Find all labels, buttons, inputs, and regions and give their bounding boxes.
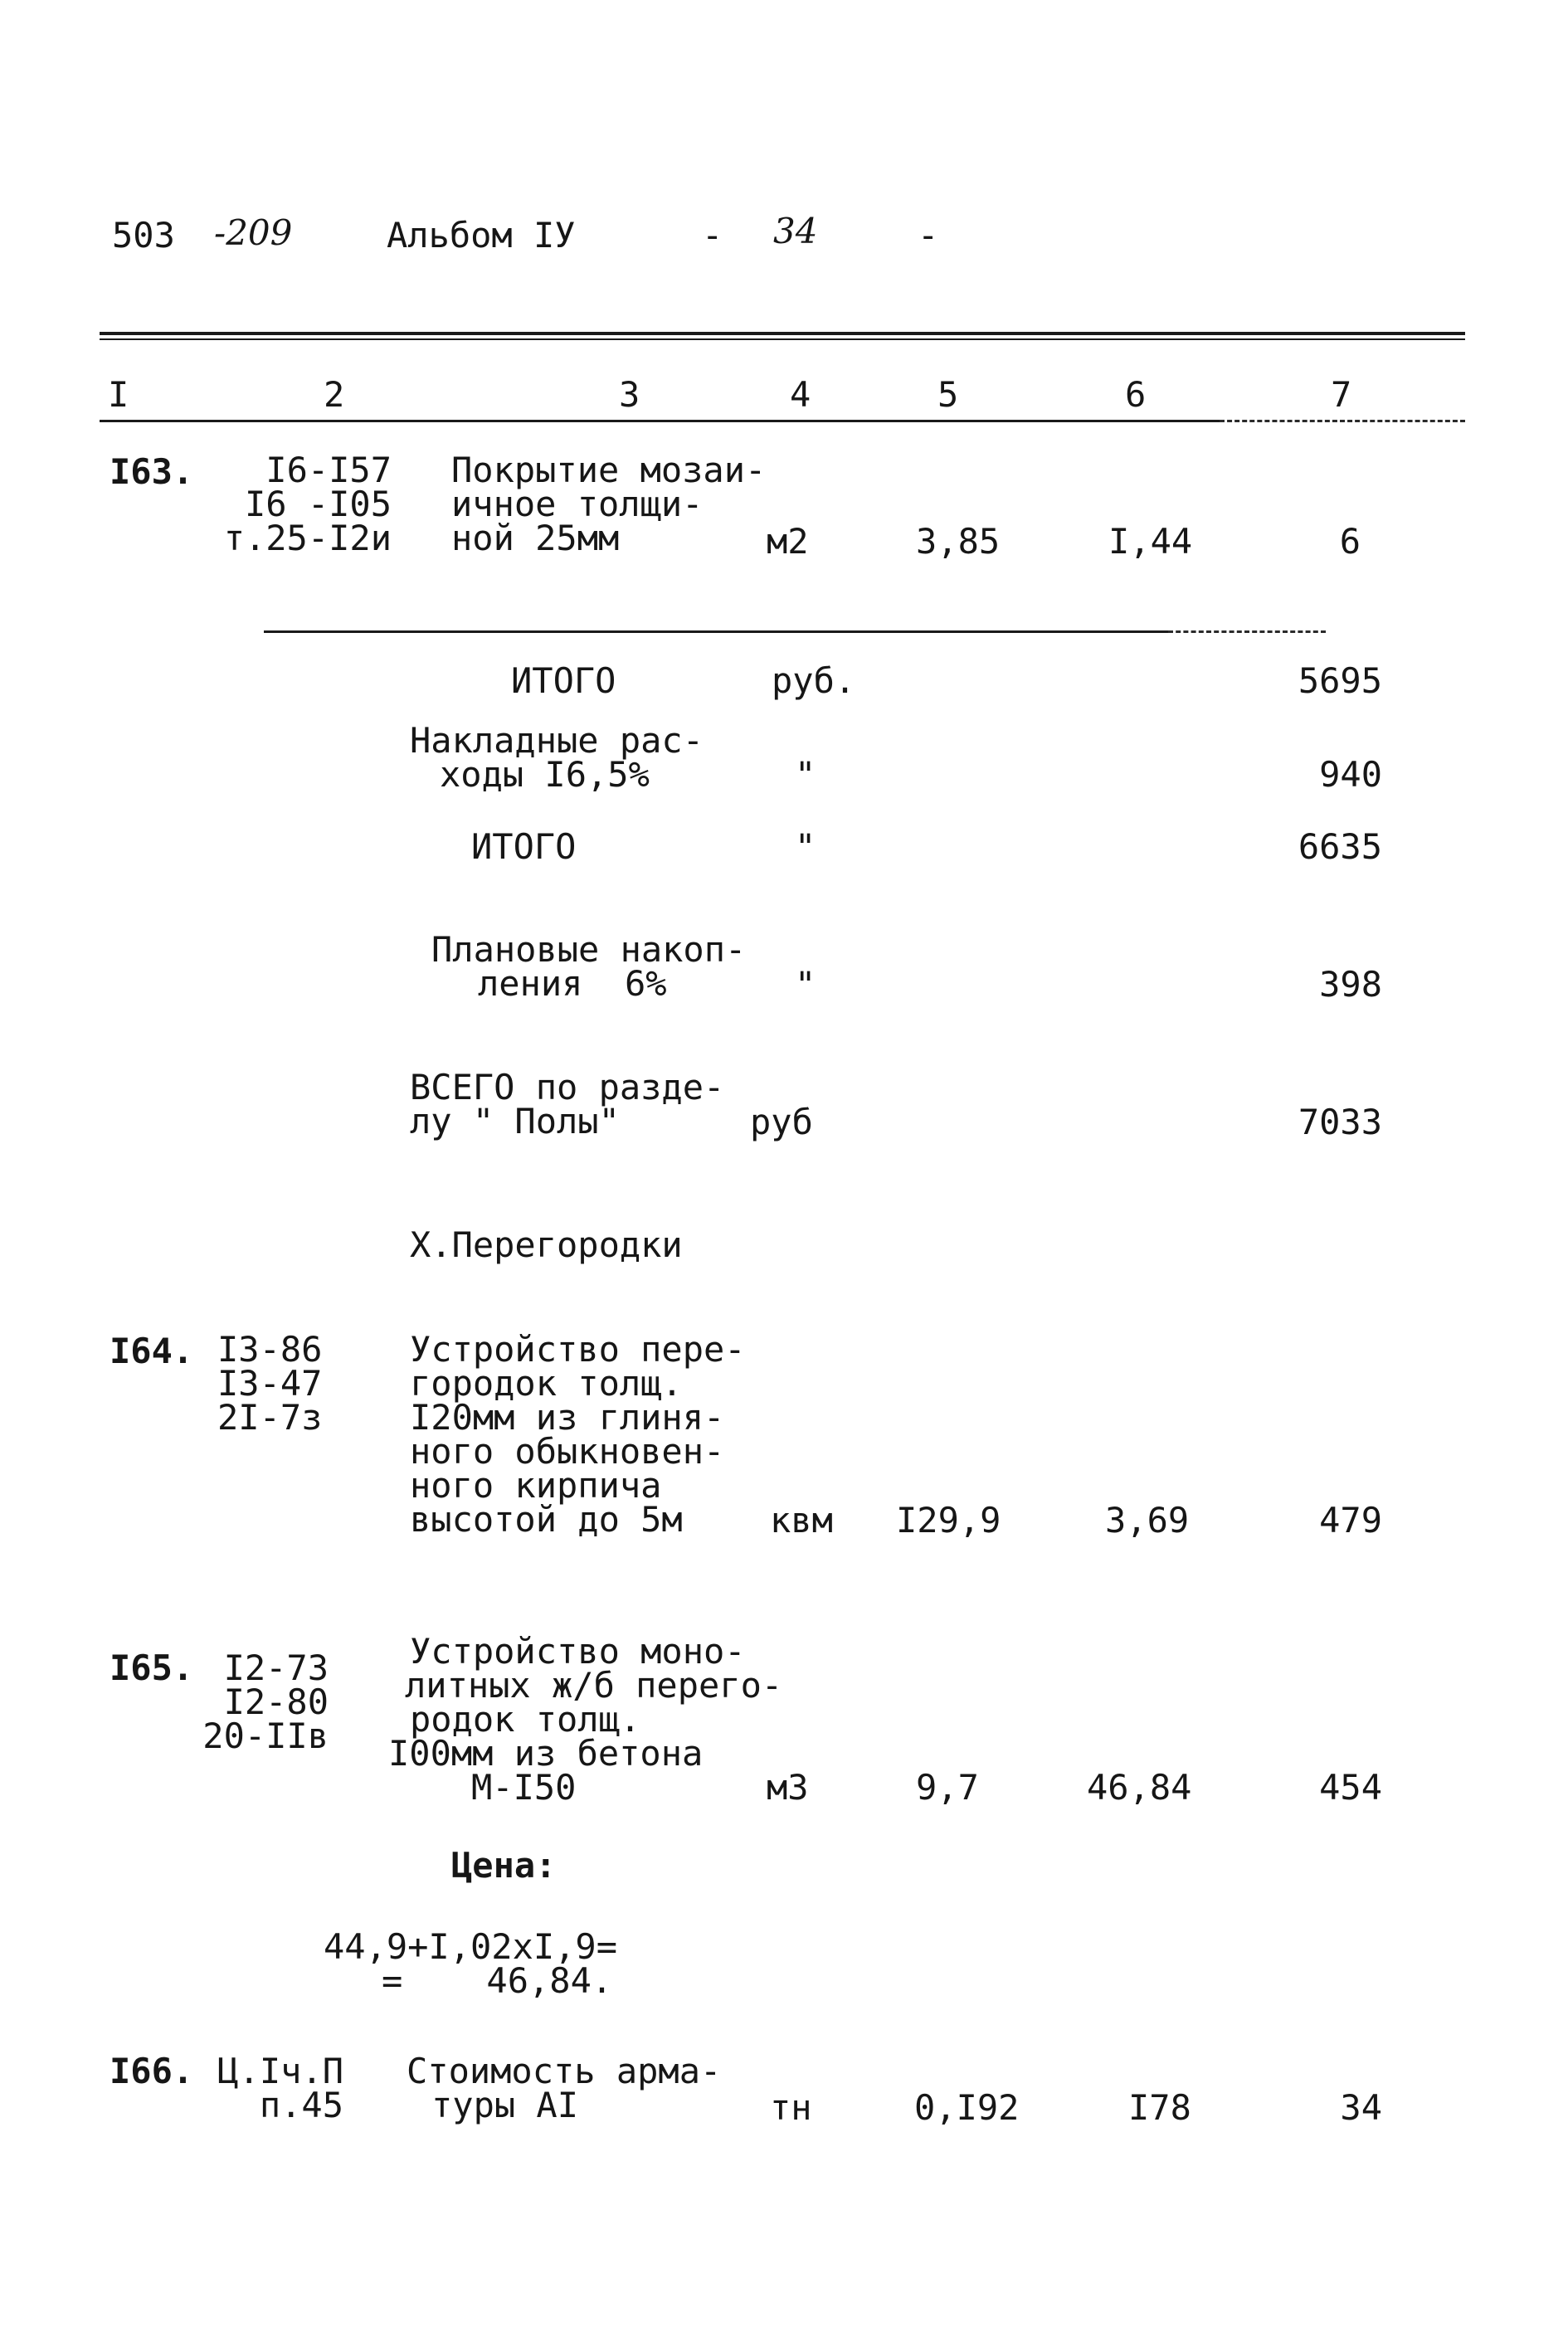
row-quantity: 9,7 xyxy=(916,1767,979,1808)
desc-line: Стоимость арма- xyxy=(407,2051,722,2091)
row-unit: тн xyxy=(770,2087,812,2128)
code-line: I6 -I05 xyxy=(244,484,392,524)
code-line: п.45 xyxy=(259,2085,343,2125)
desc-line: литных ж/б перего- xyxy=(405,1665,783,1706)
overhead-label xyxy=(410,720,704,795)
formula-line: 44,9+I,02хI,9= xyxy=(324,1926,618,1967)
totals-unit: " xyxy=(795,826,816,867)
desc-line: Устройство пере- xyxy=(410,1329,746,1370)
column-header: 6 xyxy=(1125,374,1147,415)
column-header: I xyxy=(108,374,129,415)
code-line: 2I-7з xyxy=(217,1397,323,1438)
row-description xyxy=(451,450,767,558)
row-cost: 34 xyxy=(1340,2087,1382,2128)
desc-line: ного кирпича xyxy=(410,1465,662,1506)
totals-value: 940 xyxy=(1319,754,1382,795)
row-description xyxy=(407,2051,722,2125)
totals-unit: " xyxy=(795,964,816,1005)
header-underline-dashed xyxy=(1220,420,1465,422)
label-line: ходы I6,5% xyxy=(440,754,650,795)
series-number-handwritten: -209 xyxy=(214,212,293,253)
label-line: ления 6% xyxy=(478,963,667,1004)
row-quantity: 3,85 xyxy=(916,521,1001,562)
row-number: I64. xyxy=(110,1331,194,1371)
code-line: I6-I57 xyxy=(265,450,392,490)
label-line: ВСЕГО по разде- xyxy=(410,1067,725,1107)
code-line: Ц.Iч.П xyxy=(217,2051,343,2091)
code-line: I3-86 xyxy=(217,1329,323,1370)
row-number: I65. xyxy=(110,1648,194,1688)
desc-line: родок толщ. xyxy=(410,1699,641,1740)
price-formula xyxy=(324,1926,618,2001)
desc-line: туры АI xyxy=(431,2085,579,2125)
code-line: т.25-I2и xyxy=(223,518,392,558)
row-price: 46,84 xyxy=(1087,1767,1192,1808)
desc-line: I00мм из бетона xyxy=(388,1733,704,1774)
desc-line: ной 25мм xyxy=(451,518,620,558)
row-unit: м2 xyxy=(767,521,809,562)
desc-line: М-I50 xyxy=(471,1767,577,1808)
totals-label: ИТОГО xyxy=(511,660,616,701)
desc-line: ичное толщи- xyxy=(451,484,704,524)
desc-line: Покрытие мозаи- xyxy=(451,450,767,490)
formula-line: = 46,84. xyxy=(382,1960,613,2001)
section-total-label xyxy=(410,1067,725,1141)
planned-savings-label xyxy=(431,929,747,1004)
row-description xyxy=(410,1329,746,1540)
desc-line: ного обыкновен- xyxy=(410,1431,725,1472)
row-description xyxy=(388,1631,783,1808)
column-header: 7 xyxy=(1331,374,1352,415)
totals-unit: руб. xyxy=(772,660,856,701)
section-heading: Х.Перегородки xyxy=(410,1224,683,1265)
subtotal-separator xyxy=(264,630,1168,633)
table-top-rule-thin xyxy=(100,338,1465,340)
label-line: лу " Полы" xyxy=(410,1101,620,1141)
code-line: I2-80 xyxy=(223,1682,329,1722)
row-price: I,44 xyxy=(1108,521,1193,562)
row-quantity: 0,I92 xyxy=(914,2087,1020,2128)
row-price: 3,69 xyxy=(1105,1500,1190,1541)
totals-value: 7033 xyxy=(1298,1102,1382,1142)
price-note-label: Цена: xyxy=(451,1845,557,1886)
row-price: I78 xyxy=(1128,2087,1191,2128)
label-line: Плановые накоп- xyxy=(431,929,747,970)
totals-value: 6635 xyxy=(1298,826,1382,867)
totals-value: 5695 xyxy=(1298,660,1382,701)
row-number: I63. xyxy=(110,451,194,492)
row-quantity: I29,9 xyxy=(896,1500,1001,1541)
page-number: 34 xyxy=(773,211,818,251)
totals-label: ИТОГО xyxy=(471,826,577,867)
row-cost: 454 xyxy=(1319,1767,1382,1808)
column-header: 4 xyxy=(790,374,811,415)
label-line: Накладные рас- xyxy=(410,720,704,761)
code-line: I3-47 xyxy=(217,1363,323,1404)
code-line: 20-IIв xyxy=(202,1716,329,1756)
header-dash: - xyxy=(918,215,939,256)
code-line: I2-73 xyxy=(223,1648,329,1688)
series-number: 503 xyxy=(112,215,175,256)
row-unit: квм xyxy=(770,1500,833,1541)
row-codes xyxy=(217,450,392,558)
header-dash: - xyxy=(702,215,723,256)
column-header: 3 xyxy=(619,374,640,415)
totals-unit: " xyxy=(795,754,816,795)
row-codes xyxy=(174,1648,329,1756)
totals-unit: руб xyxy=(750,1102,813,1142)
row-cost: 6 xyxy=(1339,521,1361,562)
column-header: 2 xyxy=(324,374,345,415)
row-cost: 479 xyxy=(1319,1500,1382,1541)
row-unit: м3 xyxy=(767,1767,809,1808)
album-label: Альбом IУ xyxy=(387,215,576,256)
desc-line: высотой до 5м xyxy=(410,1499,683,1540)
totals-value: 398 xyxy=(1319,964,1382,1005)
row-number: I66. xyxy=(110,2051,194,2091)
desc-line: I20мм из глиня- xyxy=(410,1397,725,1438)
row-codes xyxy=(207,2051,343,2125)
desc-line: городок толщ. xyxy=(410,1363,683,1404)
table-top-rule xyxy=(100,332,1465,335)
subtotal-separator-dashed xyxy=(1168,630,1326,633)
column-header: 5 xyxy=(937,374,959,415)
row-codes xyxy=(217,1329,323,1438)
desc-line: Устройство моно- xyxy=(410,1631,746,1672)
header-underline xyxy=(100,420,1220,422)
